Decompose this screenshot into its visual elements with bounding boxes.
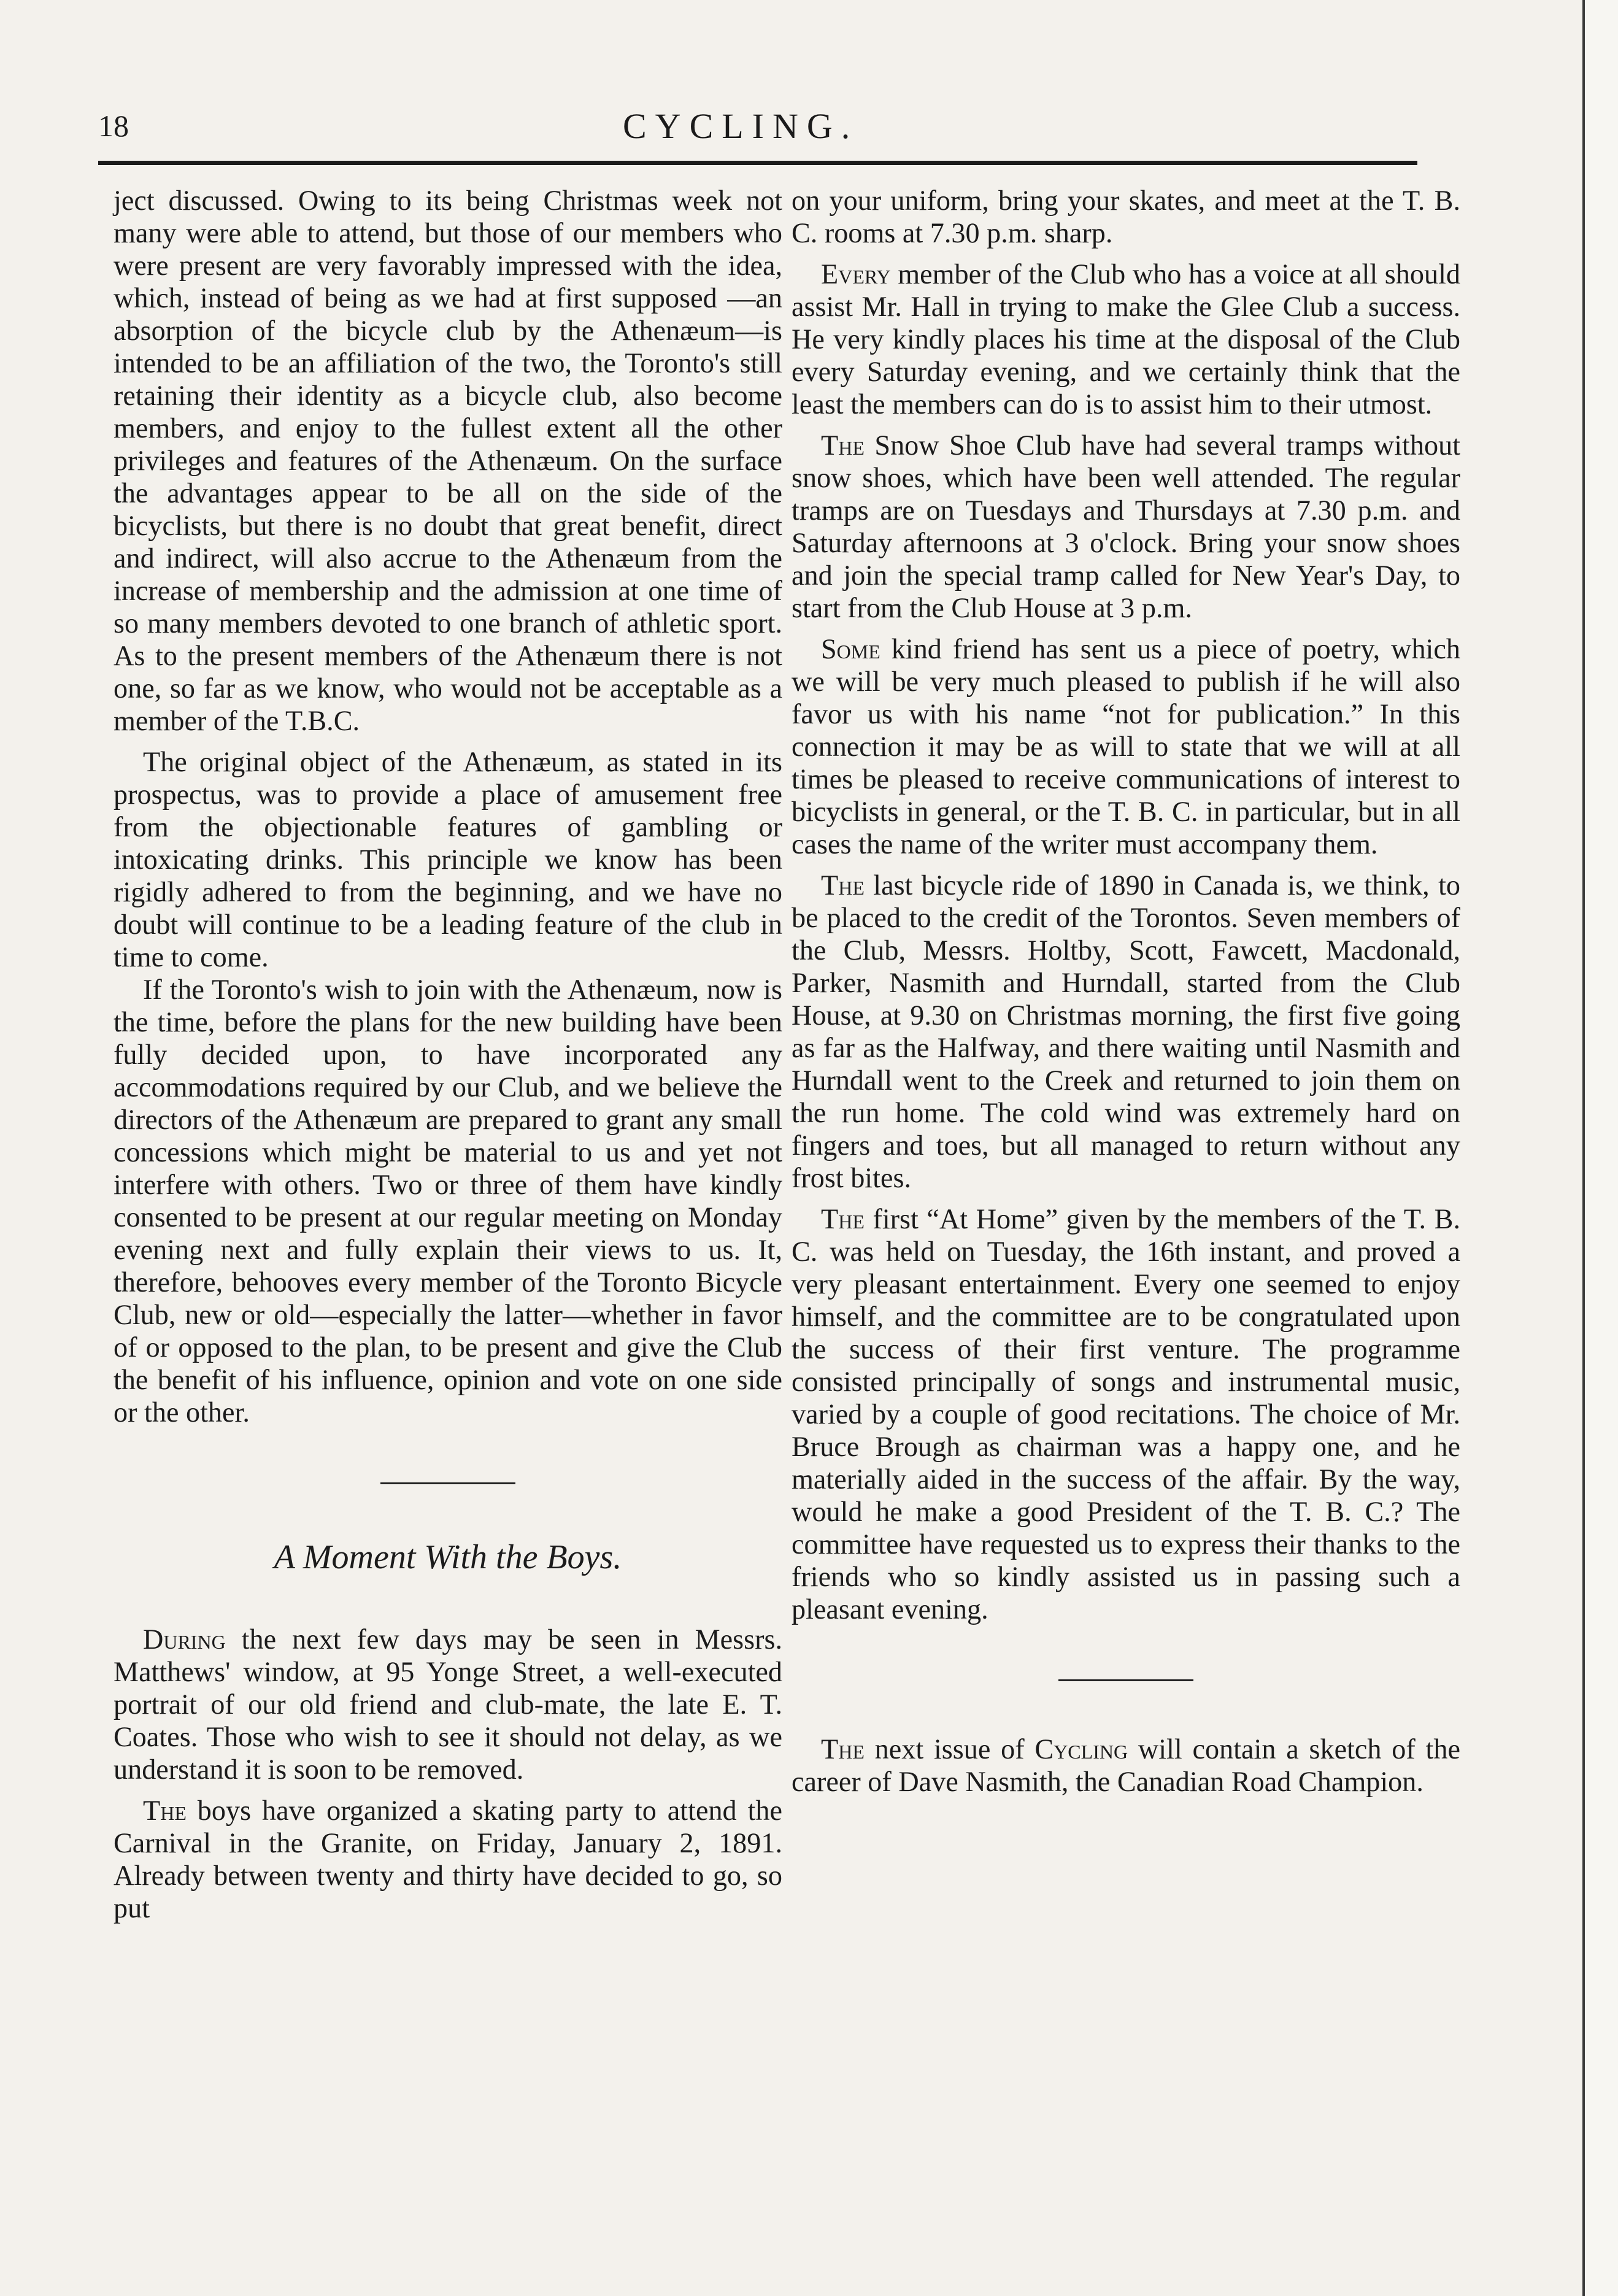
paragraph-text: member of the Club who has a voice at all should assist Mr. Hall in trying to make the Glee Club a success. He very kindly places his time at the disposal of the Club every Saturday evening, and we certainly think that the least the members can do is to assist him to their utmost. (792, 258, 1460, 420)
section-divider (1058, 1679, 1193, 1681)
paragraph (792, 633, 1460, 860)
paragraph: on your uniform, bring your skates, and meet at the T. B. C. rooms at 7.30 p.m. sharp. (792, 185, 1460, 248)
paragraph (792, 429, 1460, 624)
paragraph-text: first “At Home” given by the members of the T. B. C. was held on Tuesday, the 16th instant, and proved a very pleasant entertainment. Every one seemed to enjoy himself, and the committee are to be congratulated upon the success of their first venture. The programme consisted principally of songs and instrumental music, varied by a couple of good recitations. The choice of Mr. Bruce Brough as chairman was a happy one, and he materially aided in the success of the affair. By the way, would he make a good President of the T. B. C.? The committee have requested us to express their thanks to the friends who so kindly assisted us in passing such a pleasant evening. (792, 1203, 1460, 1625)
lead-word: Every (821, 258, 891, 290)
paragraph (792, 1733, 1460, 1798)
lead-word: The (821, 1203, 865, 1235)
lead-word: During (143, 1624, 226, 1655)
section-divider (380, 1482, 515, 1484)
running-head: CYCLING. (623, 106, 859, 146)
paragraph: If the Toronto's wish to join with the Athenæum, now is the time, before the plans for the new building have been fully decided upon, to have incorporated any accommodations required by our Club, and we believe the directors of the Athenæum are prepared to grant any small concessions which might be material to us and yet not interfere with others. Two or three of them have kindly consented to be present at our regular meeting on Monday evening next and fully explain their views to us. It, therefore, behooves every member of the Toronto Bicycle Club, new or old—especially the latter—whether in favor of or opposed to the plan, to be present and give the Club the benefit of his influence, opinion and vote on one side or the other. (114, 974, 782, 1428)
paragraph: ject discussed. Owing to its being Christmas week not many were able to attend, but those of our members who were present are very favorably impressed with the idea, which, instead of being as we had at first supposed —an absorption of the bicycle club by the Athenæum—is intended to be an affiliation of the two, the Toronto's still retaining their identity as a bicycle club, also become members, and enjoy to the fullest extent all the other privileges and features of the Athenæum. On the surface the advantages appear to be all on the side of the bicyclists, but there is no doubt that great benefit, direct and indirect, will also accrue to the Athenæum from the increase of membership and the admission at one time of so many members devoted to one branch of athletic sport. As to the present members of the Athenæum there is not one, so far as we know, who would not be acceptable as a member of the T.B.C. (114, 185, 782, 736)
lead-word: The (821, 869, 865, 901)
section-heading: A Moment With the Boys. (274, 1538, 622, 1576)
header-rule (98, 161, 1417, 165)
paragraph (114, 1794, 782, 1924)
magazine-name: Cycling (1034, 1733, 1128, 1765)
paragraph (792, 1203, 1460, 1625)
paragraph-text: kind friend has sent us a piece of poetry, which we will be very much pleased to publish if he will also favor us with his name “not for publication.” In this connection it may be as will to state that we will at all times be pleased to receive communications of interest to bicyclists in general, or the T. B. C. in particular, but in all cases the name of the writer must accompany them. (792, 633, 1460, 860)
lead-word: The (821, 1733, 865, 1765)
lead-word: The (821, 430, 865, 461)
paragraph-text: Snow Shoe Club have had several tramps without snow shoes, which have been well attended. The regular tramps are on Tuesdays and Thursdays at 7.30 p.m. and Saturday afternoons at 3 o'clock. Bring your snow shoes and join the special tramp called for New Year's Day, to start from the Club House at 3 p.m. (792, 430, 1460, 623)
right-column (792, 184, 1460, 1806)
left-column (114, 184, 782, 1933)
lead-word: The (143, 1795, 187, 1826)
page-number: 18 (98, 109, 129, 143)
paragraph-text: the next few days may be seen in Messrs. Matthews' window, at 95 Yonge Street, a well-executed portrait of our old friend and club-mate, the late E. T. Coates. Those who wish to see it should not delay, as we understand it is soon to be removed. (114, 1624, 782, 1785)
paragraph: The original object of the Athenæum, as stated in its prospectus, was to provide a place of amusement free from the objectionable features of gambling or intoxicating drinks. This principle we know has been rigidly adhered to from the beginning, and we have no doubt will continue to be a leading feature of the club in time to come. (114, 746, 782, 973)
paragraph (792, 258, 1460, 420)
paragraph-text: next issue of (864, 1733, 1035, 1765)
paragraph-text: will contain a sketch of the career of Dave Nasmith, the Canadian Road Champion. (792, 1733, 1460, 1797)
paragraph-text: last bicycle ride of 1890 in Canada is, we think, to be placed to the credit of the Torontos. Seven members of the Club, Messrs. Holtby, Scott, Fawcett, Macdonald, Parker, Nasmith and Hurndall, started from the Club House, at 9.30 on Christmas morning, the first five going as far as the Halfway, and there waiting until Nasmith and Hurndall went to the Creek and returned to join them on the run home. The cold wind was extremely hard on fingers and toes, but all managed to return without any frost bites. (792, 869, 1460, 1193)
paragraph-text: boys have organized a skating party to attend the Carnival in the Granite, on Friday, January 2, 1891. Already between twenty and thirty have decided to go, so put (114, 1795, 782, 1924)
paragraph (114, 1623, 782, 1786)
lead-word: Some (821, 633, 880, 665)
page-binding-edge (1582, 0, 1618, 2296)
paragraph (792, 869, 1460, 1194)
